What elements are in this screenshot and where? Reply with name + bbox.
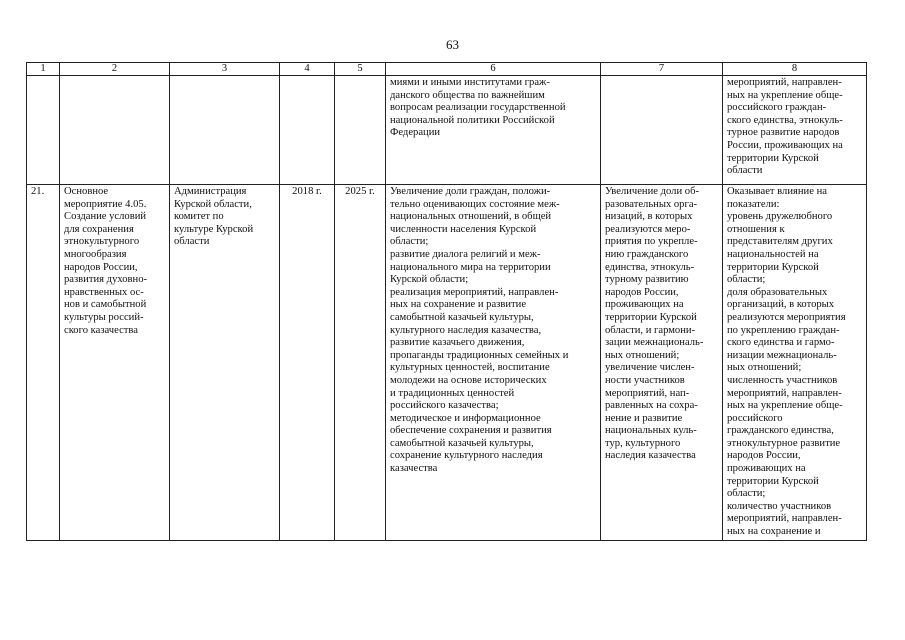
column-number-4: 4 <box>280 63 335 76</box>
column-number-5: 5 <box>335 63 386 76</box>
column-number-row <box>27 63 867 76</box>
column-number-8: 8 <box>723 63 867 76</box>
cell-num: 21. <box>27 185 60 541</box>
cell-indicators: Оказывает влияние на показатели: уровень дружелюбного отношения к представителям других национальностей на территории Курской области; доля образовательных организаций, в которых реализуются мероприятия по укреплению граждан- ского единства и гармо- низации межнациональ- ных отношений; численность участников мероприятий, направлен- ных на укрепление обще- российского гражданского единства, этнокультурное развитие народов России, проживающих на территории Курской области; количество участников мероприятий, направлен- ных на сохранение и <box>723 185 867 541</box>
table-row-continued <box>27 76 867 185</box>
cell-num <box>27 76 60 185</box>
column-number-2: 2 <box>60 63 170 76</box>
cell-measure <box>60 76 170 185</box>
cell-start <box>280 76 335 185</box>
cell-end <box>335 76 386 185</box>
column-number-3: 3 <box>170 63 280 76</box>
cell-end: 2025 г. <box>335 185 386 541</box>
cell-indicators: мероприятий, направлен- ных на укрепление обще- российского граждан- ского единства, этнокуль- турное развитие народов России, проживающих на территории Курской области <box>723 76 867 185</box>
column-number-1: 1 <box>27 63 60 76</box>
column-number-7: 7 <box>601 63 723 76</box>
page-number: 63 <box>446 37 459 52</box>
cell-consequence: Увеличение доли об- разовательных орга- низаций, в которых реализуются меро- приятия по укрепле- нию гражданского единства, этнокуль- турному развитию народов России, проживающих на территории Курской области, и гармони- зации межнациональ- ных отношений; увеличение числен- ности участников мероприятий, нап- равленных на сохра- нение и развитие национальных куль- тур, культурного наследия казачества <box>601 185 723 541</box>
cell-executor: Администрация Курской области, комитет по культуре Курской области <box>170 185 280 541</box>
cell-executor <box>170 76 280 185</box>
cell-result: миями и иными институтами граж- данского общества по важнейшим вопросам реализации государственной национальной политики Российской Федерации <box>386 76 601 185</box>
table-row-21 <box>27 185 867 541</box>
cell-measure: Основное мероприятие 4.05. Создание условий для сохранения этнокультурного многообразия народов России, развития духовно- нравственных ос- нов и самобытной культуры россий- ского казачества <box>60 185 170 541</box>
cell-start: 2018 г. <box>280 185 335 541</box>
program-table <box>26 62 867 541</box>
cell-consequence <box>601 76 723 185</box>
column-number-6: 6 <box>386 63 601 76</box>
cell-result: Увеличение доли граждан, положи- тельно оценивающих состояние меж- национальных отношений, в общей численности населения Курской области; развитие диалога религий и меж- национального мира на территории Курской области; реализация мероприятий, направлен- ных на сохранение и развитие самобытной казачьей культуры, культурного наследия казачества, развитие казачьего движения, пропаганды традиционных семейных и культурных ценностей, воспитание молодежи на основе исторических и традиционных ценностей российского казачества; методическое и информационное обеспечение сохранения и развития самобытной казачьей культуры, сохранение культурного наследия казачества <box>386 185 601 541</box>
